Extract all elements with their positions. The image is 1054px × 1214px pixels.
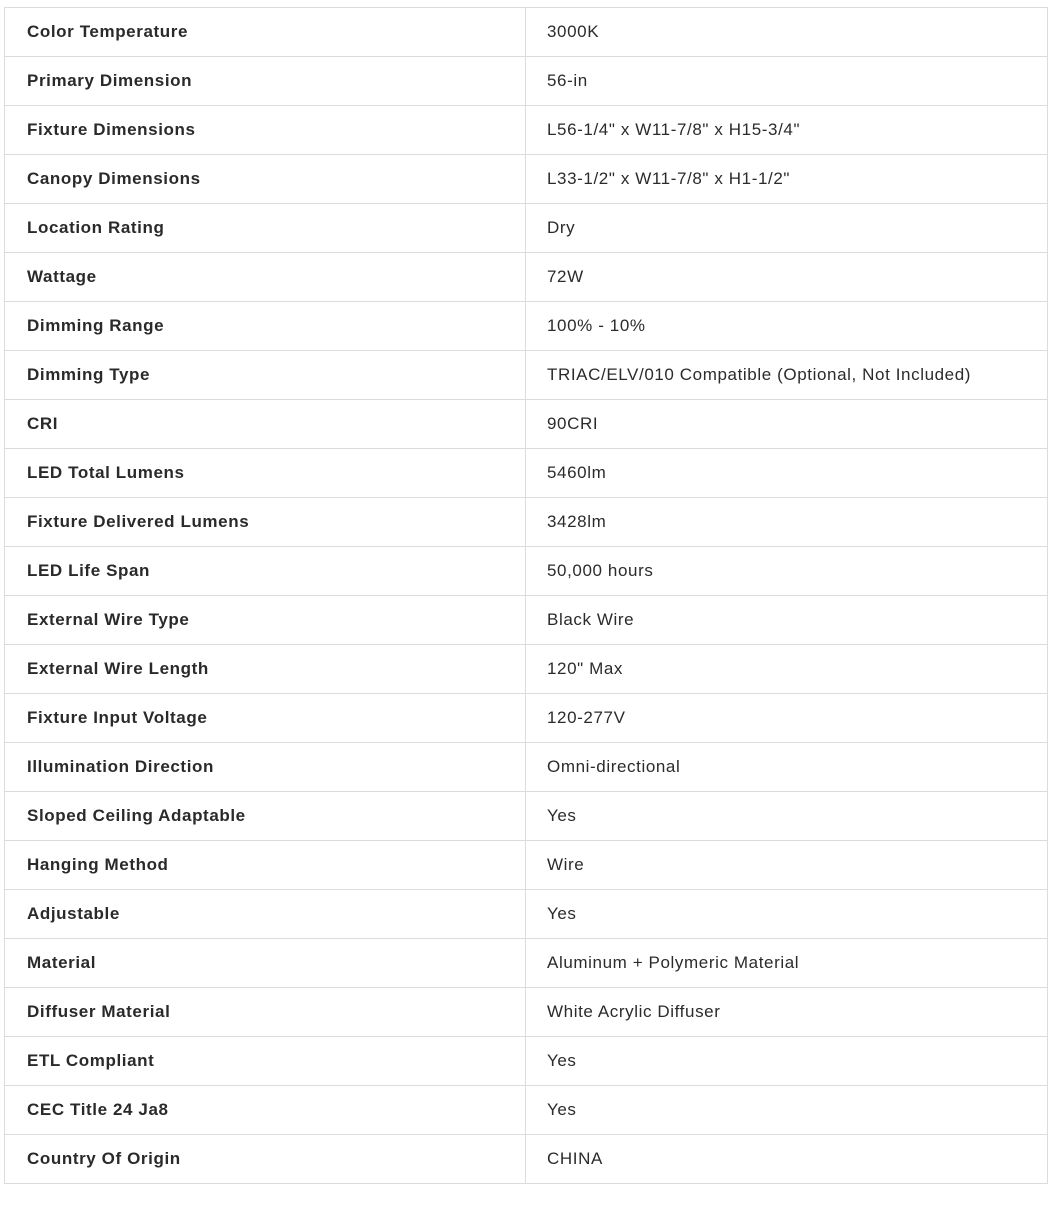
spec-value: White Acrylic Diffuser [526,988,1048,1037]
specifications-body [5,8,1048,1184]
table-row [5,988,1048,1037]
spec-label: Wattage [5,253,526,302]
spec-value: Wire [526,841,1048,890]
spec-value: 5460lm [526,449,1048,498]
spec-label: Fixture Input Voltage [5,694,526,743]
table-row [5,792,1048,841]
spec-label: External Wire Length [5,645,526,694]
spec-label: Illumination Direction [5,743,526,792]
table-row [5,106,1048,155]
spec-label: Fixture Delivered Lumens [5,498,526,547]
spec-label: Color Temperature [5,8,526,57]
spec-value: Yes [526,890,1048,939]
spec-label: CRI [5,400,526,449]
spec-label: Hanging Method [5,841,526,890]
spec-value: 50,000 hours [526,547,1048,596]
spec-value: CHINA [526,1135,1048,1184]
spec-value: L33-1/2" x W11-7/8" x H1-1/2" [526,155,1048,204]
table-row [5,547,1048,596]
table-row [5,939,1048,988]
specifications-table [4,7,1048,1184]
spec-value: L56-1/4" x W11-7/8" x H15-3/4" [526,106,1048,155]
spec-value: TRIAC/ELV/010 Compatible (Optional, Not Included) [526,351,1048,400]
spec-label: Location Rating [5,204,526,253]
spec-value: Yes [526,1037,1048,1086]
table-row [5,1086,1048,1135]
spec-value: 72W [526,253,1048,302]
table-row [5,694,1048,743]
spec-value: Yes [526,1086,1048,1135]
spec-value: Dry [526,204,1048,253]
spec-label: Canopy Dimensions [5,155,526,204]
table-row [5,1135,1048,1184]
table-row [5,841,1048,890]
spec-value: Yes [526,792,1048,841]
table-row [5,498,1048,547]
spec-label: Dimming Type [5,351,526,400]
spec-value: 56-in [526,57,1048,106]
table-row [5,253,1048,302]
spec-label: Material [5,939,526,988]
spec-value: 100% - 10% [526,302,1048,351]
spec-label: Adjustable [5,890,526,939]
table-row [5,890,1048,939]
table-row [5,204,1048,253]
table-row [5,645,1048,694]
spec-label: Primary Dimension [5,57,526,106]
spec-label: Country Of Origin [5,1135,526,1184]
table-row [5,155,1048,204]
table-row [5,8,1048,57]
spec-label: Fixture Dimensions [5,106,526,155]
spec-value: 120" Max [526,645,1048,694]
table-row [5,302,1048,351]
table-row [5,743,1048,792]
table-row [5,1037,1048,1086]
spec-label: Diffuser Material [5,988,526,1037]
spec-label: ETL Compliant [5,1037,526,1086]
spec-label: LED Life Span [5,547,526,596]
table-row [5,449,1048,498]
table-row [5,351,1048,400]
table-row [5,596,1048,645]
table-row [5,57,1048,106]
spec-value: Omni-directional [526,743,1048,792]
spec-value: 90CRI [526,400,1048,449]
spec-label: Dimming Range [5,302,526,351]
spec-value: 3000K [526,8,1048,57]
spec-label: Sloped Ceiling Adaptable [5,792,526,841]
table-row [5,400,1048,449]
spec-label: External Wire Type [5,596,526,645]
spec-value: Black Wire [526,596,1048,645]
spec-label: CEC Title 24 Ja8 [5,1086,526,1135]
spec-value: Aluminum + Polymeric Material [526,939,1048,988]
spec-label: LED Total Lumens [5,449,526,498]
spec-value: 120-277V [526,694,1048,743]
spec-value: 3428lm [526,498,1048,547]
